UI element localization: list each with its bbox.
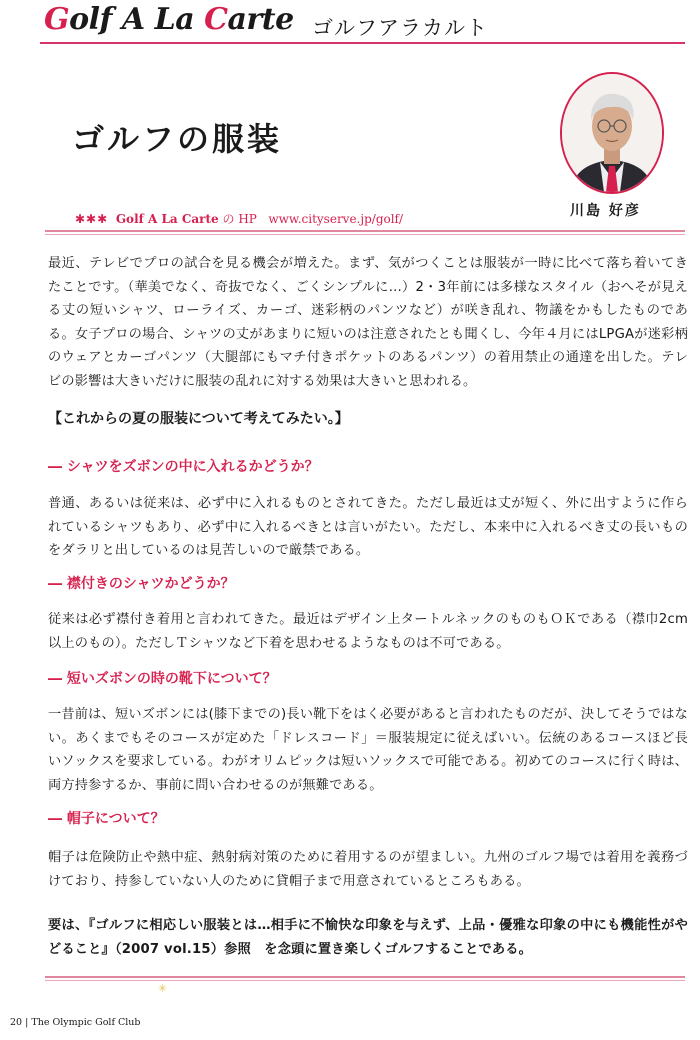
title-initial-g: G <box>44 2 70 37</box>
homepage-reference <box>75 210 403 227</box>
hp-site-name: Golf A La Carte <box>115 212 219 226</box>
top-rule <box>45 230 685 232</box>
footer-separator: | <box>25 1017 29 1028</box>
section-heading-shirt-tucking: ― シャツをズボンの中に入れるかどうか？ <box>48 459 319 475</box>
header-divider <box>40 42 685 44</box>
author-name: 川島 好彦 <box>570 203 641 219</box>
section-title-japanese: ゴルフアラカルト <box>312 16 488 40</box>
title-part: arte <box>227 2 294 37</box>
hp-label: の HP <box>222 212 257 226</box>
section-body-hat: 帽子は危険防止や熱中症、熱射病対策のために着用するのが望ましい。九州のゴルフ場では着用を義務づけており、持参していない人のために貸帽子まで用意されているところもある。 <box>48 850 688 889</box>
lead-statement: 【これからの夏の服装について考えてみたい。】 <box>48 411 349 427</box>
section-heading-hat: ― 帽子について？ <box>48 811 165 827</box>
page-number: 20 <box>10 1017 23 1028</box>
bottom-rule-thin <box>45 980 685 981</box>
article-title: ゴルフの服装 <box>72 120 283 158</box>
page-footer <box>10 1017 141 1028</box>
portrait-illustration <box>562 74 662 192</box>
hp-url-link[interactable]: www.cityserve.jp/golf/ <box>268 212 404 226</box>
bottom-rule <box>45 976 685 978</box>
title-initial-c: C <box>204 2 228 37</box>
section-body-socks: 一昔前は、短いズボンには(膝下までの)長い靴下をはく必要があると言われたものだが、決してそうではない。あくまでもそのコースが定めた「ドレスコード」＝服装規定に従えばいい。伝統のあるコースほど長いソックスを要求している。わがオリムピックは短いソックスで可能である。初めてのコースに行く時は、両方持参するか、事前に問い合わせるのが無難である。 <box>48 707 688 793</box>
star-decoration: ✱✱✱ <box>75 212 109 226</box>
section-body-collar: 従来は必ず襟付き着用と言われてきた。最近はデザイン上タートルネックのものもＯＫである（襟巾2cm以上のもの）。ただしＴシャツなど下着を思わせるようなものは不可である。 <box>48 612 688 651</box>
top-rule-thin <box>45 234 685 235</box>
section-body-shirt-tucking: 普通、あるいは従来は、必ず中に入れるものとされてきた。ただし最近は丈が短く、外に出すように作られているシャツもあり、必ず中に入れるべきとは言いがたい。ただし、本来中に入れるべき丈の長いものをダラリと出しているのは見苦しいので厳禁である。 <box>48 496 688 558</box>
title-part: olf A La <box>69 2 205 37</box>
sparkle-icon: ✳ <box>158 982 168 995</box>
closing-paragraph: 要は、『ゴルフに相応しい服装とは…相手に不愉快な印象を与えず、上品・優雅な印象の中にも機能性がやどること』（2007 vol.15）参照 を念頭に置き楽しくゴルフすることである。 <box>48 918 688 957</box>
section-heading-collar: ― 襟付きのシャツかどうか？ <box>48 576 235 592</box>
magazine-section-title <box>44 2 294 37</box>
intro-paragraph: 最近、テレビでプロの試合を見る機会が増えた。まず、気がつくことは服装が一時に比べて落ち着いてきたことです。（華美でなく、奇抜でなく、ごくシンプルに…）2・3年前には多様なスタイル（おへそが見える丈の短いシャツ、ローライズ、カーゴ、迷彩柄のパンツなど）が咲き乱れ、物議をかもしたものである。女子プロの場合、シャツの丈があまりに短いのは注意されたとも聞くし、今年４月にはLPGAが迷彩柄のウェアとカーゴパンツ（大腿部にもマチ付きポケットのあるパンツ）の着用禁止の通達を出した。テレビの影響は大きいだけに服装の乱れに対する効果は大きいと思われる。 <box>48 256 688 389</box>
section-heading-socks: ― 短いズボンの時の靴下について？ <box>48 671 277 687</box>
author-portrait <box>560 72 664 194</box>
club-name: The Olympic Golf Club <box>31 1017 141 1028</box>
